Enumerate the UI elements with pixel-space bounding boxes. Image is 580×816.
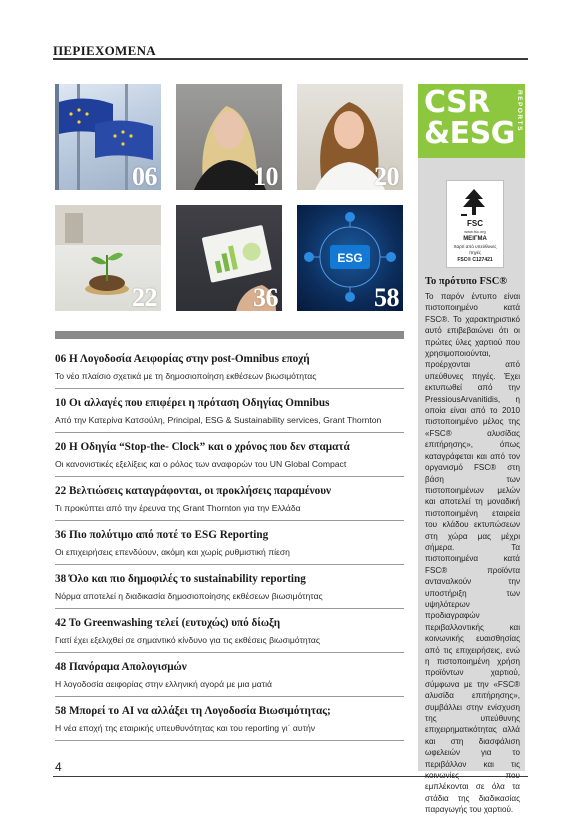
toc-item-subtitle: Από την Κατερίνα Κατσούλη, Principal, ESG & Sustainability services, Grant Thornton xyxy=(55,415,382,425)
logo-line-2: &ESG xyxy=(424,116,515,151)
toc-item-title[interactable]: 10 Οι αλλαγές που επιφέρει η πρόταση Οδηγίας Omnibus xyxy=(55,397,330,409)
table-of-contents xyxy=(55,345,404,741)
page-number-label: 20 xyxy=(374,162,399,190)
svg-text:ESG: ESG xyxy=(337,251,363,265)
toc-item[interactable] xyxy=(55,697,404,741)
toc-item-title[interactable]: 58 Μπορεί το AI να αλλάξει τη Λογοδοσία Βιωσιμότητας; xyxy=(55,705,331,717)
toc-item-title[interactable]: 38 Όλο και πιο δημοφιλές το sustainability reporting xyxy=(55,573,306,585)
toc-item[interactable] xyxy=(55,653,404,697)
thumbnail-36[interactable] xyxy=(176,205,282,311)
toc-item[interactable] xyxy=(55,477,404,521)
fsc-code: FSC® C127421 xyxy=(457,257,493,263)
page-number: 4 xyxy=(55,760,62,774)
page-number-label: 06 xyxy=(132,162,157,190)
toc-item-subtitle: Οι επιχειρήσεις επενδύουν, ακόμη και χωρίς ρυθμιστική πίεση xyxy=(55,547,290,557)
page-title: ΠΕΡΙΕΧΟΜΕΝΑ xyxy=(53,43,156,58)
toc-item-title[interactable]: 48 Πανόραμα Απολογισμών xyxy=(55,661,187,673)
page-number-label: 36 xyxy=(253,283,278,311)
thumbnail-58[interactable] xyxy=(297,205,403,311)
toc-item-subtitle: Η λογοδοσία αειφορίας στην ελληνική αγορά με μια ματιά xyxy=(55,679,273,689)
fsc-url: www.fsc.org xyxy=(464,229,486,234)
toc-item-title[interactable]: 22 Βελτιώσεις καταγράφονται, οι προκλήσεις παραμένουν xyxy=(55,485,332,497)
fsc-tree-icon xyxy=(459,187,489,217)
fsc-label: FSC xyxy=(467,219,483,228)
toc-item[interactable] xyxy=(55,609,404,653)
thumbnail-06[interactable] xyxy=(55,84,161,190)
toc-item-subtitle: Το νέο πλαίσιο σχετικά με τη δημοσιοποίηση εκθέσεων βιωσιμότητας xyxy=(55,371,317,381)
header-divider xyxy=(53,58,528,60)
page-number-label: 58 xyxy=(374,283,399,311)
toc-item[interactable] xyxy=(55,345,404,389)
logo-side-text: REPORTS xyxy=(516,90,523,132)
thumbnail-10[interactable] xyxy=(176,84,282,190)
toc-item[interactable] xyxy=(55,389,404,433)
toc-item-title[interactable]: 20 Η Οδηγία “Stop-the- Clock” και ο χρόνος που δεν σταματά xyxy=(55,441,350,453)
toc-item-title[interactable]: 06 Η Λογοδοσία Αειφορίας στην post-Omnibus εποχή xyxy=(55,353,310,365)
thumbnail-20[interactable] xyxy=(297,84,403,190)
sidebar-title: Το πρότυπο FSC® xyxy=(425,276,508,287)
toc-item-subtitle: Νόρμα αποτελεί η διαδικασία δημοσιοποίησης εκθέσεων βιωσιμότητας xyxy=(55,591,323,601)
toc-item-title[interactable]: 42 Το Greenwashing τελεί (ευτυχώς) υπό δίωξη xyxy=(55,617,281,629)
toc-item-subtitle: Τι προκύπτει από την έρευνα της Grant Thornton για την Ελλάδα xyxy=(55,503,301,513)
page-number-label: 10 xyxy=(253,162,278,190)
toc-item-title[interactable]: 36 Πιο πολύτιμο από ποτέ το ESG Reporting xyxy=(55,529,269,541)
toc-item-subtitle: Η νέα εποχή της εταιρικής υπευθυνότητας και του reporting γι΄ αυτήν xyxy=(55,723,316,733)
fsc-label-box xyxy=(446,180,504,268)
toc-item[interactable] xyxy=(55,565,404,609)
sidebar-text: Το παρόν έντυπο είναι πιστοποιημένο κατά FSC®. Το χαρακτηριστικό αυτό επιβεβαιώνει ότι οι πρώτες ύλες χαρτιού που χρησιμοποιούνται, προέρχονται από υπεύθυνες πηγές. Έχει εκτυπωθεί από την PressiousArvanitidis, η οποία είναι από το 2010 πιστοποιημένο μέλος της «FSC® αλυσίδας επιτήρησης», όπως καταγράφεται και από τον οργανισμό FSC® στη βάση των πιστοποιημένων μελών και αποτελεί τη μοναδική πιστοποιημένη εταιρεία του κλάδου εκτυπώσεων στη χώρα μας μέχρι σήμερα. Τα πιστοποιημένα κατά FSC® προϊόντα ανταναλκούν την υποστήριξη των υψηλότερων προδιαγραφών περιβαλλοντικής και κοινωνικής ευαισθησίας από τις επιχειρήσεις, ενώ η πιστοποιημένη χρήση προϊόντων χαρτιού, σύμφωνα με την «FSC® αλυσίδα επιτήρησης», συμβάλλει στην ενίσχυση της υπεύθυνης επιχειρηματικότητας αλλά και στη διασφάλιση ωφελειών για το περιβάλλον και τις κοινωνίες που εμπλέκονται σε όλα τα στάδια της διαδικασίας παραγωγής του χαρτιού. xyxy=(425,292,520,815)
csr-esg-reports-logo xyxy=(418,84,525,158)
thumbnail-22[interactable] xyxy=(55,205,161,311)
fsc-mix: ΜΕΙΓΜΑ xyxy=(463,236,487,242)
toc-item-subtitle: Οι κανονιστικές εξελίξεις και ο ρόλος των αναφορών του UN Global Compact xyxy=(55,459,347,469)
page-number-label: 22 xyxy=(132,283,157,311)
toc-item[interactable] xyxy=(55,433,404,477)
section-divider-bar xyxy=(55,331,404,339)
logo-line-1: CSR xyxy=(424,85,490,120)
toc-item-subtitle: Γιατί έχει εξελιχθεί σε σημαντικό κίνδυνο για τις εκθέσεις βιωσιμότητας xyxy=(55,635,321,645)
fsc-caption: Χαρτί από υπεύθυνες πηγές xyxy=(453,244,497,255)
toc-item[interactable] xyxy=(55,521,404,565)
